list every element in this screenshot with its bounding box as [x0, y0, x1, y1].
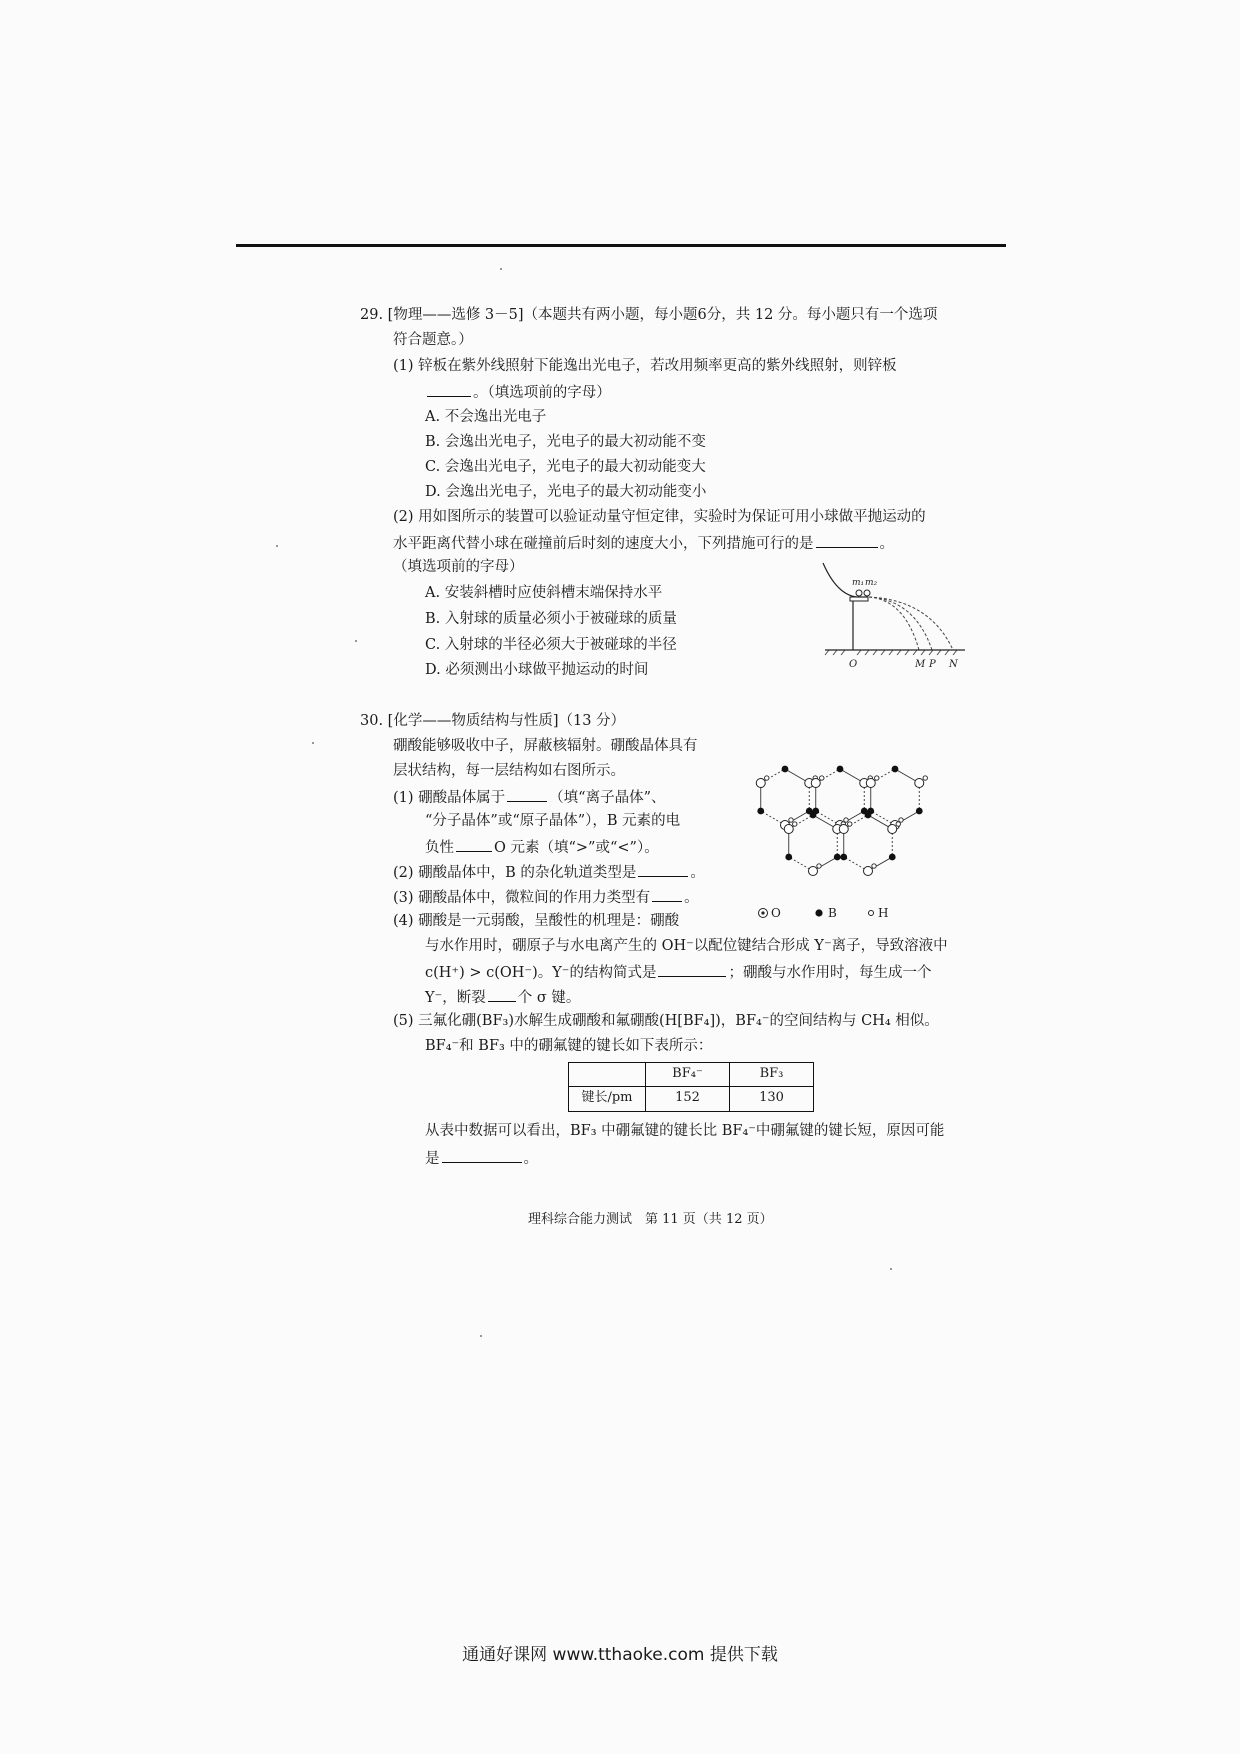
q29-part2-line1: (2) 用如图所示的装置可以验证动量守恒定律，实验时为保证可用小球做平抛运动的 — [393, 509, 926, 525]
boron-atom — [785, 854, 792, 861]
table-cell-bf4: 152 — [675, 1090, 700, 1105]
legend-H: H — [878, 906, 889, 920]
answer-blank — [442, 1148, 522, 1163]
q29-p2-option-c: C. 入射球的半径必须大于被碰球的半径 — [425, 637, 677, 653]
hydrogen-atom — [844, 818, 848, 822]
hydrogen-atom — [899, 818, 903, 822]
q29-header: 29. [物理——选修 3－5]（本题共有两小题，每小题6分，共 12 分。每小题只有一个选项 — [360, 307, 938, 323]
q29-p1-option-d: D. 会逸出光电子，光电子的最大初动能变小 — [425, 484, 707, 500]
oxygen-atom — [784, 825, 793, 834]
q29-p1-option-a: A. 不会逸出光电子 — [425, 409, 547, 425]
scan-speck — [890, 1268, 892, 1270]
page-footer: 理科综合能力测试 第 11 页（共 12 页） — [528, 1212, 773, 1227]
oxygen-atom — [811, 779, 820, 788]
scan-speck — [500, 268, 502, 270]
q30-s5-line1: (5) 三氟化硼(BF₃)水解生成硼酸和氟硼酸(H[BF₄])，BF₄⁻的空间结构与 CH₄ 相似。 — [393, 1013, 939, 1029]
q29-part1-line2: 。（填选项前的字母） — [425, 382, 611, 402]
boron-atom — [916, 808, 923, 815]
boron-atom — [782, 766, 789, 773]
q29-p2-option-a: A. 安装斜槽时应使斜槽末端保持水平 — [425, 585, 663, 601]
answer-blank — [427, 382, 471, 397]
momentum-apparatus-figure — [815, 555, 975, 670]
scan-speck — [312, 742, 314, 744]
answer-blank — [488, 987, 516, 1002]
hydrogen-atom — [872, 864, 876, 868]
oxygen-atom — [756, 779, 765, 788]
label-N: N — [949, 659, 958, 670]
boron-atom — [810, 812, 817, 819]
q30-s4-line4: Y⁻，断裂 个 σ 键。 — [425, 987, 580, 1007]
answer-blank — [652, 887, 682, 902]
boron-atom — [889, 854, 896, 861]
boric-acid-atoms — [756, 766, 927, 876]
boron-atom — [834, 854, 841, 861]
m1-label: m₁ — [852, 578, 865, 588]
q29-part1-line1: (1) 锌板在紫外线照射下能逸出光电子，若改用频率更高的紫外线照射，则锌板 — [393, 358, 897, 374]
answer-blank — [816, 533, 878, 548]
oxygen-atom — [888, 825, 897, 834]
q30-s1-line1: (1) 硼酸晶体属于 （填“离子晶体”、 — [393, 787, 665, 807]
q30-s1-line2: “分子晶体”或“原子晶体”），B 元素的电 — [425, 813, 681, 829]
boric-acid-layer-figure — [725, 735, 955, 925]
q30-intro-2: 层状结构，每一层结构如右图所示。 — [393, 763, 625, 779]
hydrogen-atom — [875, 776, 879, 780]
hydrogen-atom — [923, 776, 927, 780]
label-O: O — [849, 659, 858, 670]
q30-s5-line3: 从表中数据可以看出，BF₃ 中硼氟键的键长比 BF₄⁻中硼氟键的键长短，原因可能 — [425, 1123, 945, 1139]
oxygen-atom — [809, 867, 818, 876]
q30-s5-line2: BF₄⁻和 BF₃ 中的硼氟键的键长如下表所示： — [425, 1038, 713, 1054]
q30-s5-line4: 是 。 — [425, 1148, 538, 1168]
answer-blank — [638, 862, 688, 877]
q29-p1-option-c: C. 会逸出光电子，光电子的最大初动能变大 — [425, 459, 706, 475]
top-rule — [236, 244, 1006, 247]
bond-length-table — [568, 1062, 814, 1112]
table-header-bf4: BF₄⁻ — [672, 1066, 703, 1081]
legend-B: B — [828, 906, 837, 920]
label-M: M — [915, 659, 926, 670]
structure-legend — [759, 906, 889, 920]
q30-s4-line1: (4) 硼酸是一元弱酸，呈酸性的机理是：硼酸 — [393, 913, 680, 929]
legend-O: O — [771, 906, 781, 920]
hydrogen-atom — [765, 776, 769, 780]
hydrogen-atom — [848, 822, 852, 826]
q29-part2-line3: （填选项前的字母） — [393, 559, 524, 575]
label-P: P — [929, 659, 936, 670]
boron-atom — [865, 812, 872, 819]
m2-label: m₂ — [865, 578, 878, 588]
oxygen-atom — [915, 779, 924, 788]
q30-s1-line3: 负性 O 元素（填“>”或“<”）。 — [425, 837, 659, 857]
hydrogen-atom — [817, 864, 821, 868]
q29-part2-line2: 水平距离代替小球在碰撞前后时刻的速度大小，下列措施可行的是 。 — [393, 533, 894, 553]
hydrogen-atom — [789, 818, 793, 822]
q30-s4-line3: c(H⁺) > c(OH⁻)。Y⁻的结构简式是 ；硼酸与水作用时，每生成一个 — [425, 962, 931, 982]
q30-header: 30. [化学——物质结构与性质]（13 分） — [360, 713, 626, 729]
table-row-label: 键长/pm — [581, 1090, 633, 1105]
table-cell-bf3: 130 — [759, 1090, 784, 1105]
q29-p1-option-b: B. 会逸出光电子，光电子的最大初动能不变 — [425, 434, 706, 450]
hydrogen-atom — [820, 776, 824, 780]
scan-speck — [355, 640, 357, 642]
answer-blank — [507, 787, 547, 802]
oxygen-atom — [839, 825, 848, 834]
oxygen-atom — [864, 867, 873, 876]
boron-atom — [892, 766, 899, 773]
boron-atom — [840, 854, 847, 861]
q30-s3: (3) 硼酸晶体中，微粒间的作用力类型有 。 — [393, 887, 699, 907]
oxygen-atom — [866, 779, 875, 788]
q29-p2-option-d: D. 必须测出小球做平抛运动的时间 — [425, 662, 649, 678]
answer-blank — [658, 962, 726, 977]
boron-atom — [837, 766, 844, 773]
boron-legend-icon — [815, 909, 822, 916]
q30-s2: (2) 硼酸晶体中，B 的杂化轨道类型是 。 — [393, 862, 705, 882]
scan-speck — [480, 1335, 482, 1337]
q29-header-cont: 符合题意。） — [393, 332, 473, 348]
answer-blank — [456, 837, 492, 852]
q30-intro-1: 硼酸能够吸收中子，屏蔽核辐射。硼酸晶体具有 — [393, 738, 698, 754]
q30-s4-line2: 与水作用时，硼原子与水电离产生的 OH⁻以配位键结合形成 Y⁻离子，导致溶液中 — [425, 938, 948, 954]
hydrogen-atom — [896, 822, 900, 826]
download-site-line: 通通好课网 www.tthaoke.com 提供下载 — [462, 1645, 778, 1665]
scan-speck — [276, 545, 278, 547]
boron-atom — [757, 808, 764, 815]
table-header-bf3: BF₃ — [759, 1066, 784, 1081]
hydrogen-legend-icon — [869, 911, 874, 916]
q29-p2-option-b: B. 入射球的质量必须小于被碰球的质量 — [425, 611, 677, 627]
hydrogen-atom — [793, 822, 797, 826]
